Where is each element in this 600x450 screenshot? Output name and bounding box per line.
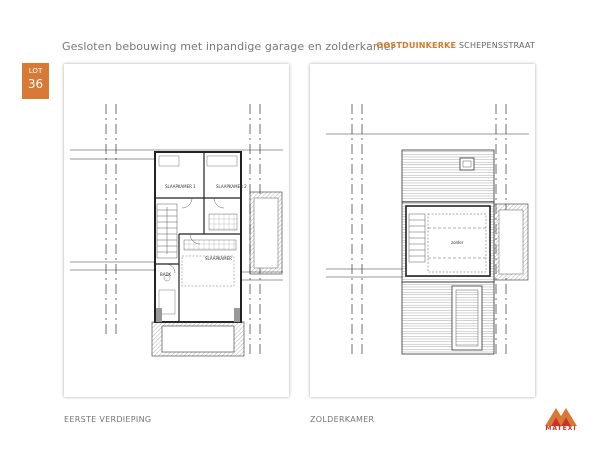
room-label-slaapkamer: SLAAPKAMER xyxy=(205,256,232,261)
room-label-zolder: zolder xyxy=(451,240,464,245)
caption-attic: ZOLDERKAMER xyxy=(310,415,375,424)
lot-badge xyxy=(22,63,49,99)
lot-label: LOT xyxy=(28,67,43,75)
page-title: Gesloten bebouwing met inpandige garage en zolderkamer xyxy=(62,40,396,53)
attic-drawing xyxy=(310,64,535,397)
logo-text: MATEXI xyxy=(545,425,577,432)
mountain-logo-icon xyxy=(543,404,579,426)
caption-first-floor: EERSTE VERDIEPING xyxy=(64,415,152,424)
room-label-badk: BADK xyxy=(160,272,172,277)
project-town: OOSTDUINKERKE xyxy=(376,41,457,50)
first-floor-drawing xyxy=(64,64,289,397)
room-label-slaapkamer-1: SLAAPKAMER 1 xyxy=(165,184,196,189)
room-label-slaapkamer-2: SLAAPKAMER 2 xyxy=(216,184,247,189)
lot-number: 36 xyxy=(27,77,44,91)
floor-plan-first-floor xyxy=(64,64,289,397)
project-location xyxy=(376,41,535,50)
project-street: SCHEPENSSTRAAT xyxy=(458,41,535,50)
floor-plan-attic xyxy=(310,64,535,397)
brand-logo xyxy=(543,404,579,436)
